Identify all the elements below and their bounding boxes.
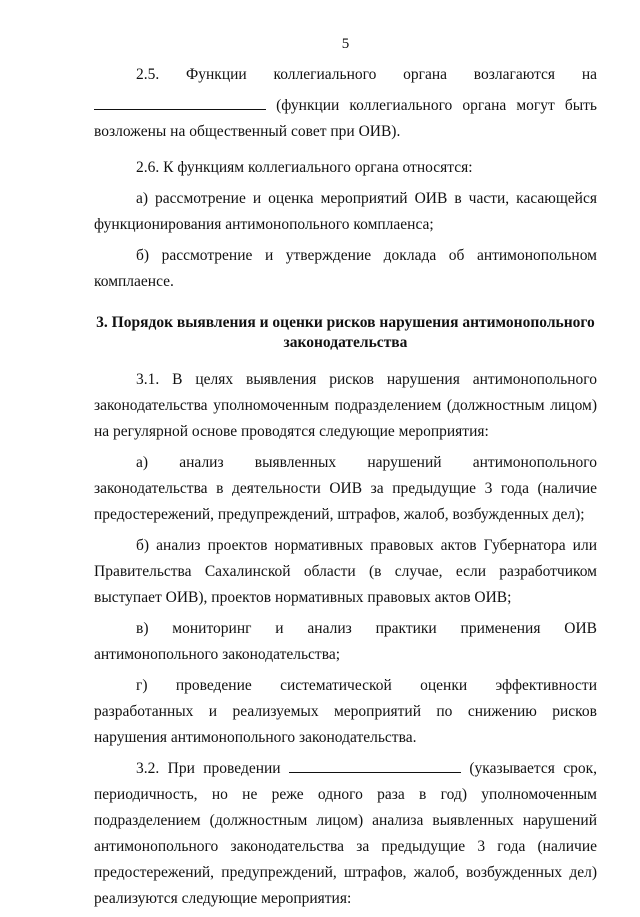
- document-page: [94, 34, 597, 917]
- paragraph-3-1-a: а) анализ выявленных нарушений антимонопольного законодательства в деятельности ОИВ за предыдущие 3 года (наличие предостережений, предупреждений, штрафов, жалоб, возбужденных дел);: [94, 454, 597, 523]
- paragraph-3-2: [94, 756, 597, 912]
- paragraph-3-2-start: 3.2. При проведении: [136, 760, 281, 777]
- paragraph-3-1-d: г) проведение систематической оценки эффективности разработанных и реализуемых мероприятий по снижению рисков нарушения антимонопольного законодательства.: [94, 677, 597, 746]
- paragraph-3-2-rest: (указывается срок, периодичность, но не реже одного раза в год) уполномоченным подразделением (должностным лицом) анализа выявленных нарушений антимонопольного законодательства за предыдущие 3 года (наличие предостережений, предупреждений, штрафов, жалоб, возбужденных дел) реализуются следующие мероприятия:: [94, 760, 598, 907]
- paragraph-2-6-a: а) рассмотрение и оценка мероприятий ОИВ в части, касающейся функционирования антимонопольного комплаенса;: [94, 190, 597, 233]
- paragraph-2-5-text: 2.5. Функции коллегиального органа возлагаются на: [136, 66, 597, 83]
- fill-in-blank-line: [94, 93, 266, 110]
- page-number: 5: [341, 36, 350, 52]
- paragraph-2-6: 2.6. К функциям коллегиального органа относятся:: [136, 159, 473, 176]
- paragraph-2-5-continued: [94, 93, 597, 145]
- paragraph-2-6-b: б) рассмотрение и утверждение доклада об антимонопольном комплаенсе.: [94, 247, 597, 290]
- paragraph-3-1-c: в) мониторинг и анализ практики применения ОИВ антимонопольного законодательства;: [94, 620, 597, 663]
- paragraph-3-1-b: б) анализ проектов нормативных правовых актов Губернатора или Правительства Сахалинской области (в случае, если разработчиком выступает ОИВ), проектов нормативных правовых актов ОИВ;: [94, 537, 597, 606]
- section-3-heading: 3. Порядок выявления и оценки рисков нарушения антимонопольного законодательства: [96, 314, 595, 351]
- paragraph-2-5-rest: (функции коллегиального органа могут быть возложены на общественный совет при ОИВ).: [94, 97, 598, 140]
- paragraph-3-1: 3.1. В целях выявления рисков нарушения антимонопольного законодательства уполномоченным подразделением (должностным лицом) на регулярной основе проводятся следующие мероприятия:: [94, 371, 597, 440]
- paragraph-2-5-line1: [94, 62, 597, 88]
- fill-in-blank-line: [289, 756, 461, 773]
